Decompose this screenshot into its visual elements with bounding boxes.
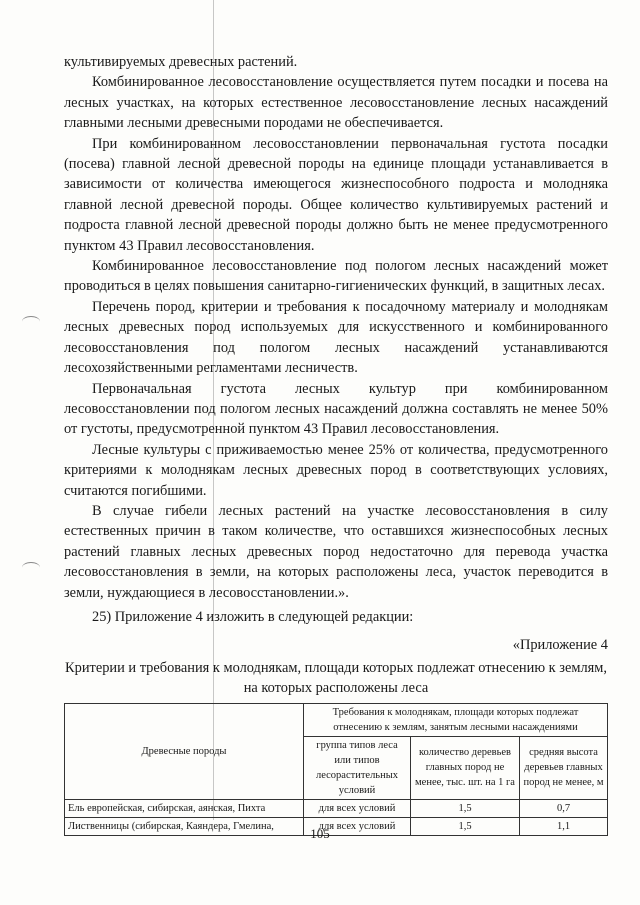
paragraph: Комбинированное лесовосстановление под пологом лесных насаждений может проводиться в целях повышения санитарно-гигиенических функций, в защитных лесах. xyxy=(64,258,608,295)
header-average-height: средняя высота деревьев главных пород не менее, м xyxy=(520,736,608,799)
cell-average-height: 0,7 xyxy=(520,799,608,817)
document-body xyxy=(64,52,608,836)
cell-species: Лиственницы (сибирская, Каяндера, Гмелина, xyxy=(65,817,304,835)
paragraph: При комбинированном лесовосстановлении первоначальная густота посадки (посева) главной лесной древесной породы на единице площади устанавливается в зависимости от количества имеющегося жизнеспособного подроста и молодняка главной лесной древесной породы. Общее количество культивируемых растений и подроста главной лесной древесной породы должно быть не менее предусмотренного пунктом 43 Правил лесовосстановления. xyxy=(64,135,608,254)
header-requirements: Требования к молоднякам, площади которых подлежат отнесению к землям, занятым лесными насаждениями xyxy=(304,703,608,736)
cell-tree-count: 1,5 xyxy=(411,799,520,817)
paragraph: Перечень пород, критерии и требования к посадочному материалу и молоднякам лесных древесных пород используемых для искусственного и комбинированного лесовосстановления под пологом лесных насаждений устанавливаются лесохозяйственными регламентами лесничеств. xyxy=(64,298,608,377)
appendix-label: «Приложение 4 xyxy=(512,637,608,654)
paragraph: культивируемых древесных растений. xyxy=(64,54,298,70)
amendment-item: 25) Приложение 4 изложить в следующей редакции: xyxy=(92,608,414,625)
appendix-block xyxy=(64,635,608,835)
table-row xyxy=(65,799,608,817)
page-number: 105 xyxy=(310,826,330,841)
punch-hole-mark xyxy=(22,562,40,573)
cell-species: Ель европейская, сибирская, аянская, Пихта xyxy=(65,799,304,817)
cell-average-height: 1,1 xyxy=(520,817,608,835)
cell-tree-count: 1,5 xyxy=(411,817,520,835)
paragraph: Лесные культуры с приживаемостью менее 25% от количества, предусмотренного критериями к молоднякам лесных древесных пород в соответствующих условиях, считаются погибшими. xyxy=(64,441,608,499)
paragraph: Комбинированное лесовосстановление осуществляется путем посадки и посева на лесных участках, на которых естественное лесовосстановление лесных насаждений главными лесными древесными породами не обеспечивается. xyxy=(64,74,608,132)
paragraph: Первоначальная густота лесных культур при комбинированном лесовосстановлении под пологом лесных насаждений должна составлять не менее 50% от густоты, предусмотренной пунктом 43 Правил лесовосстановления. xyxy=(64,380,608,438)
paragraph: В случае гибели лесных растений на участке лесовосстановления в силу естественных причин в таком количестве, что оставшихся жизнеспособных лесных растений главных лесных древесных пород недостаточно для перевода участка лесовосстановления в земли, на которых расположены леса, участок переводится в земли, нуждающиеся в лесовосстановлении.». xyxy=(64,502,608,601)
cell-forest-type: для всех условий xyxy=(304,817,411,835)
header-forest-type: группа типов леса или типов лесорастительных условий xyxy=(304,736,411,799)
punch-hole-mark xyxy=(22,316,40,327)
criteria-table xyxy=(64,703,608,836)
header-tree-count: количество деревьев главных пород не менее, тыс. шт. на 1 га xyxy=(411,736,520,799)
cell-forest-type: для всех условий xyxy=(304,799,411,817)
header-species: Древесные породы xyxy=(65,703,304,799)
table-caption: Критерии и требования к молоднякам, площади которых подлежат отнесению к землям, на которых расположены леса xyxy=(65,659,607,697)
